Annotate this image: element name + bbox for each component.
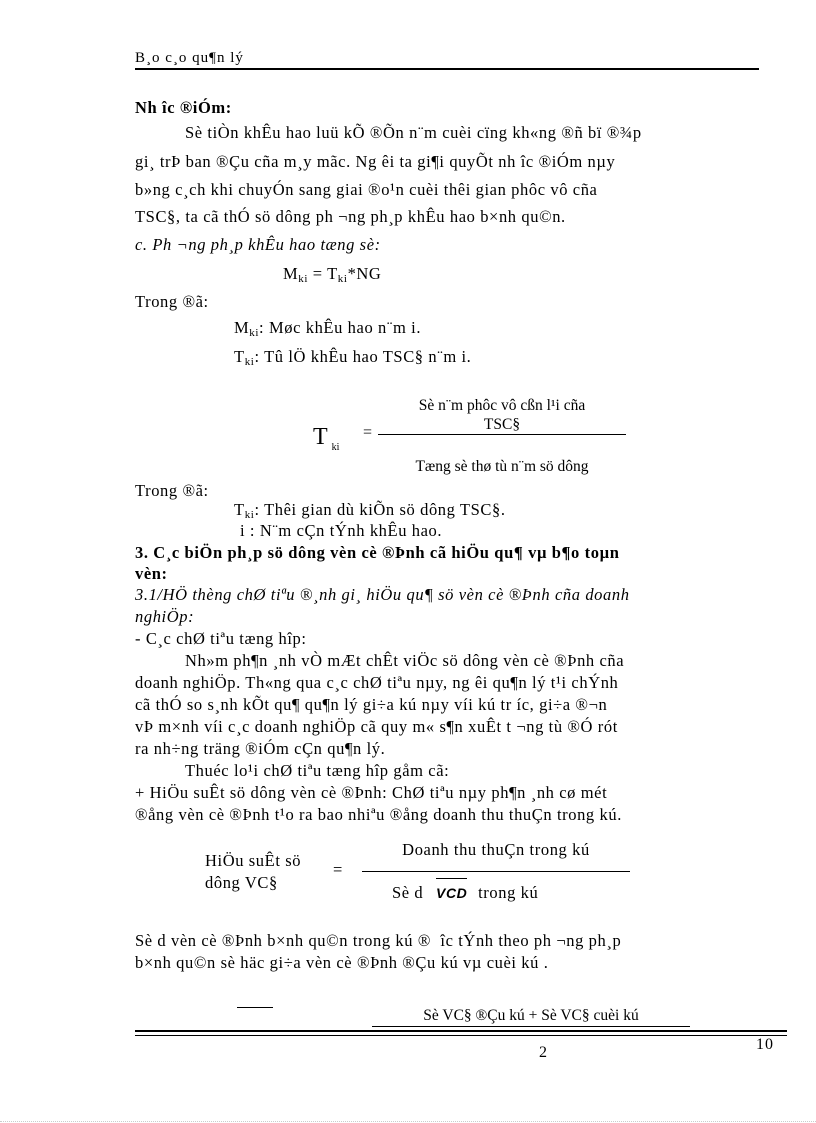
fraction1-bar <box>378 434 626 435</box>
paragraph-line: Sè d vèn cè ®Þnh b×nh qu©n trong kú ® îc tÝnh theo ph ¬ng ph¸p <box>135 931 622 950</box>
paragraph-line: ®ång vèn cè ®Þnh t¹o ra bao nhiªu ®ång doanh thu thuÇn trong kú. <box>135 805 622 824</box>
def-text: : Tû lÖ khÊu hao TSC§ n¨m i. <box>254 347 472 366</box>
fraction1-lhs-symbol: T <box>313 424 328 450</box>
definition-i: i : N¨m cÇn tÝnh khÊu hao. <box>240 521 443 540</box>
fraction1-lhs-sub: ki <box>331 442 340 453</box>
paragraph-line: cã thÓ so s¸nh kÕt qu¶ qu¶n lý gi÷a kú nµy víi kú tr íc, gi÷a ®¬n <box>135 695 608 714</box>
where-label-2: Trong ®ã: <box>135 481 209 500</box>
def-subscript: ki <box>249 327 260 339</box>
def-symbol: T <box>234 347 245 366</box>
formula-mid: = T <box>308 264 338 283</box>
formula-lhs: M <box>283 264 299 283</box>
definition-tki <box>234 345 471 374</box>
fraction1-equals: = <box>363 424 373 441</box>
where-label: Trong ®ã: <box>135 292 209 311</box>
footer-rule-thin <box>135 1035 787 1036</box>
formula-mki <box>283 262 381 291</box>
fraction1-numerator-line1: Sè n¨m phôc vô cßn l¹i cña <box>418 397 586 414</box>
footer-rule-thick <box>135 1030 787 1032</box>
formula-sub2: ki <box>337 273 348 285</box>
paragraph-line: vÞ m×nh víi c¸c doanh nghiÖp cã quy m« s¶n xuÊt t ¬ng tù ®Ó rót <box>135 717 618 736</box>
paragraph-line: Nh»m ph¶n ¸nh vÒ mÆt chÊt viÖc sö dông vèn cè ®Þnh cña <box>185 651 625 670</box>
def-subscript: ki <box>244 356 255 368</box>
paragraph-line: gi¸ trÞ ban ®Çu cña m¸y mãc. Ng êi ta gi¶i quyÕt nh îc ®iÓm nµy <box>135 152 616 171</box>
header-rule <box>135 68 759 70</box>
fraction2-equals: = <box>333 860 343 879</box>
section31-heading-line2: nghiÖp: <box>135 607 195 626</box>
section3-heading-line2: vèn: <box>135 564 168 583</box>
def-text: : Møc khÊu hao n¨m i. <box>259 318 422 337</box>
section-heading-drawbacks: Nh îc ®iÓm: <box>135 98 232 117</box>
def-symbol: T <box>234 500 245 519</box>
vcd-text: VCD <box>436 885 468 901</box>
fraction2-lhs-line2: dông VC§ <box>205 873 278 892</box>
paragraph-line: ra nh÷ng träng ®iÓm cÇn qu¶n lý. <box>135 739 386 758</box>
paragraph-line: b×nh qu©n sè häc gi÷a vèn cè ®Þnh ®Çu kú vµ cuèi kú . <box>135 953 549 972</box>
section3-heading-line1: 3. C¸c biÖn ph¸p sö dông vèn cè ®Þnh cã hiÖu qu¶ vµ b¶o toµn <box>135 543 620 562</box>
fraction2-lhs-line1: HiÖu suÊt sö <box>205 851 302 870</box>
formula-sub: ki <box>298 273 309 285</box>
running-header: B¸o c¸o qu¶n lý <box>135 50 244 66</box>
section31-heading-line1: 3.1/HÖ thèng chØ tiªu ®¸nh gi¸ hiÖu qu¶ sö vèn cè ®Þnh cña doanh <box>135 585 630 604</box>
bottom-formula-bar <box>372 1026 690 1027</box>
fraction2-bar <box>362 871 630 872</box>
def-symbol: M <box>234 318 250 337</box>
vcd-overline-symbol <box>436 881 467 905</box>
paragraph-line: TSC§, ta cã thÓ sö dông ph ¬ng ph¸p khÊu hao b×nh qu©n. <box>135 207 566 226</box>
overline-stub <box>237 1007 273 1008</box>
subsection-heading-sum-of-years: c. Ph ¬ng ph¸p khÊu hao tæng sè: <box>135 235 381 254</box>
page-number-outer: 10 <box>756 1036 774 1053</box>
formula-rhs: *NG <box>347 264 382 283</box>
bullet-summary-indicators: - C¸c chØ tiªu tæng hîp: <box>135 629 307 648</box>
def-text: : Thêi gian dù kiÕn sö dông TSC§. <box>254 500 506 519</box>
paragraph-line: Thuéc lo¹i chØ tiªu tæng hîp gåm cã: <box>185 761 450 780</box>
paragraph-line: doanh nghiÖp. Th«ng qua c¸c chØ tiªu nµy, ng êi qu¶n lý t¹i chÝnh <box>135 673 619 692</box>
def-subscript: ki <box>244 509 255 521</box>
paragraph-line: b»ng c¸ch khi chuyÓn sang giai ®o¹n cuèi thêi gian phôc vô cña <box>135 180 598 199</box>
den-prefix: Sè d <box>392 883 424 902</box>
page-edge-dotted <box>0 1121 816 1122</box>
fraction1-denominator: Tæng sè thø tù n¨m sö dông <box>415 458 589 475</box>
fraction2-denominator <box>392 881 538 905</box>
fraction2-numerator: Doanh thu thuÇn trong kú <box>402 840 590 859</box>
bottom-formula-numerator: Sè VC§ ®Çu kú + Sè VC§ cuèi kú <box>423 1007 639 1024</box>
fraction1-numerator-line2: TSC§ <box>483 416 521 433</box>
paragraph-line: Sè tiÒn khÊu hao luü kÕ ®Õn n¨m cuèi cïng kh«ng ®ñ bï ®¾p <box>185 123 642 142</box>
paragraph-line: + HiÖu suÊt sö dông vèn cè ®Þnh: ChØ tiªu nµy ph¶n ¸nh cø mét <box>135 783 608 802</box>
fraction1-lhs <box>313 424 339 453</box>
overline-bar <box>436 878 467 879</box>
den-suffix: trong kú <box>478 883 539 902</box>
page-number-inner: 2 <box>539 1044 547 1061</box>
definition-mki <box>234 316 421 345</box>
